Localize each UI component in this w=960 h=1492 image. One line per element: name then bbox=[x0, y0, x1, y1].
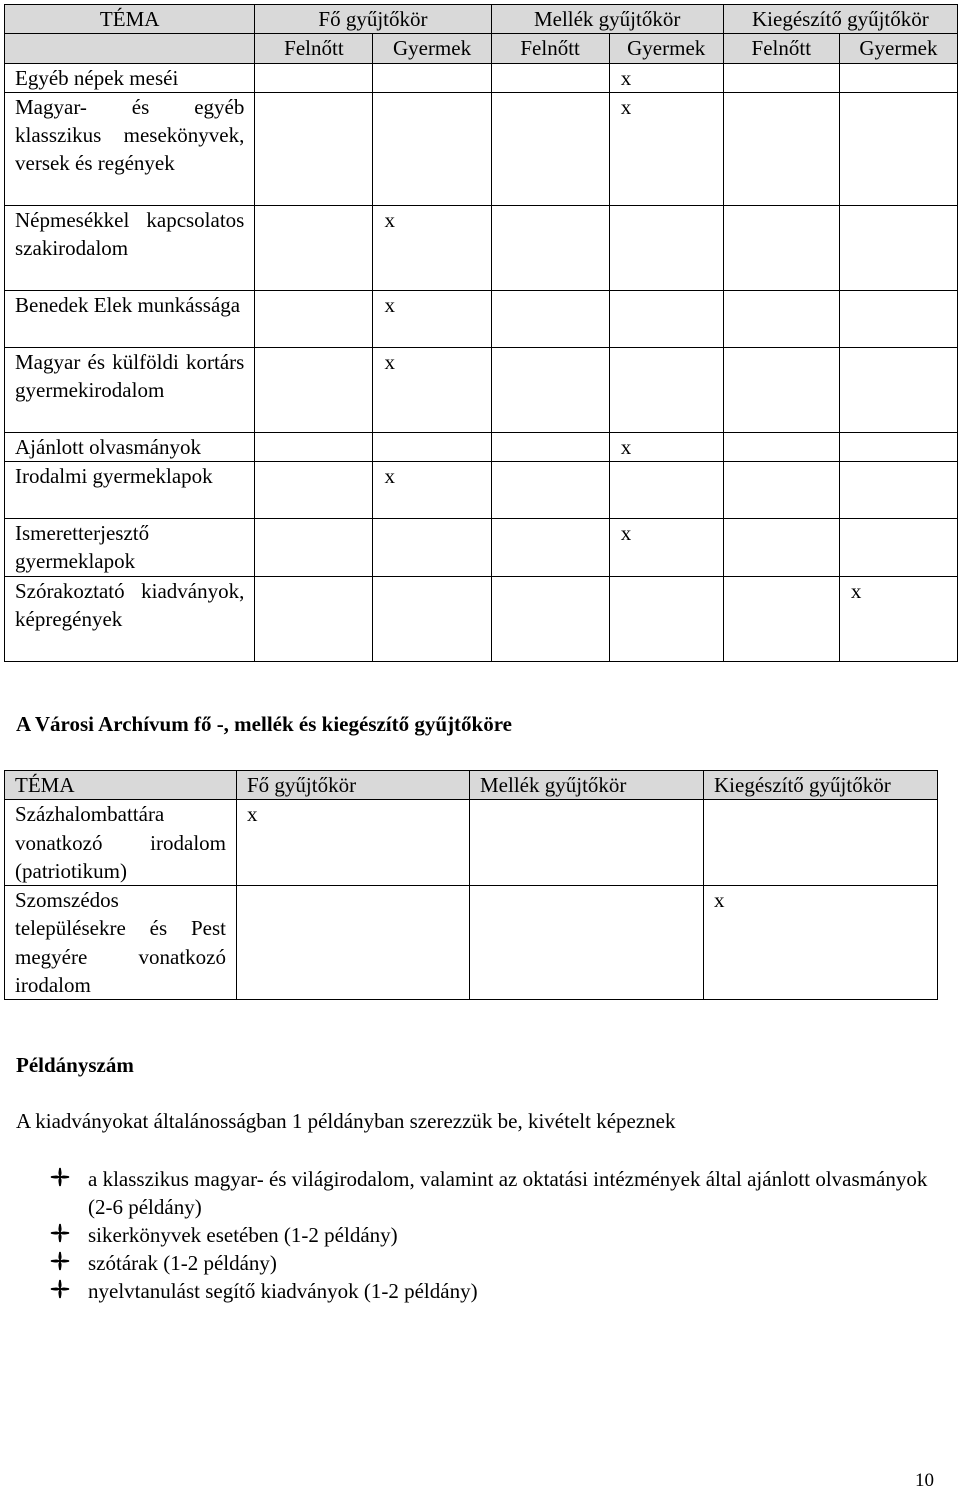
row-cell bbox=[255, 519, 373, 577]
row-cell bbox=[373, 92, 491, 205]
list-item bbox=[50, 1165, 930, 1221]
table-row bbox=[5, 800, 938, 886]
subheader-adult: Felnőtt bbox=[255, 34, 373, 63]
list-item-text: sikerkönyvek esetében (1-2 példány) bbox=[88, 1223, 398, 1247]
list-item bbox=[50, 1221, 930, 1249]
row-cell bbox=[723, 347, 839, 432]
row-cell bbox=[491, 92, 609, 205]
check-mark: x bbox=[384, 292, 395, 317]
row-cell bbox=[373, 290, 491, 347]
row-topic: Magyar és külföldi kortárs gyermekirodalom bbox=[5, 347, 255, 432]
row-cell bbox=[723, 432, 839, 461]
row-cell bbox=[609, 576, 723, 661]
check-mark: x bbox=[620, 521, 632, 546]
copies-paragraph: A kiadványokat általánosságban 1 példányban szerezzük be, kivételt képeznek bbox=[16, 1109, 676, 1133]
subheader-empty bbox=[5, 34, 255, 63]
row-cell bbox=[255, 462, 373, 519]
row-cell bbox=[255, 432, 373, 461]
row-cell bbox=[491, 205, 609, 290]
row-cell bbox=[839, 63, 957, 92]
archive-table bbox=[4, 770, 938, 1000]
table-row bbox=[5, 519, 958, 577]
row-cell bbox=[373, 63, 491, 92]
table-row bbox=[5, 886, 938, 1000]
row-cell bbox=[491, 290, 609, 347]
row-cell bbox=[609, 205, 723, 290]
row-cell bbox=[491, 347, 609, 432]
row-cell bbox=[723, 63, 839, 92]
row-cell bbox=[491, 432, 609, 461]
header-topic: TÉMA bbox=[5, 5, 255, 34]
row-cell bbox=[255, 290, 373, 347]
archive-heading: A Városi Archívum fő -, mellék és kiegészítő gyűjtőköre bbox=[16, 712, 512, 736]
row-cell bbox=[237, 886, 470, 1000]
copies-heading: Példányszám bbox=[16, 1053, 134, 1077]
row-cell bbox=[839, 462, 957, 519]
row-cell bbox=[373, 519, 491, 577]
row-topic: Irodalmi gyermeklapok bbox=[5, 462, 255, 519]
diamond-bullet-icon bbox=[50, 1167, 70, 1187]
row-cell bbox=[491, 576, 609, 661]
table-header-row bbox=[5, 771, 938, 800]
subheader-child: Gyermek bbox=[609, 34, 723, 63]
table-row bbox=[5, 432, 958, 461]
row-cell bbox=[609, 432, 723, 461]
check-mark: x bbox=[850, 578, 862, 603]
row-cell bbox=[723, 519, 839, 577]
row-cell bbox=[609, 63, 723, 92]
row-topic: Magyar- és egyéb klasszikus mesekönyvek, versek és regények bbox=[5, 92, 255, 205]
row-cell bbox=[255, 205, 373, 290]
row-cell bbox=[839, 519, 957, 577]
row-cell bbox=[255, 576, 373, 661]
check-mark: x bbox=[384, 464, 395, 489]
row-cell bbox=[373, 462, 491, 519]
row-topic: Szomszédos településekre és Pest megyére vonatkozó irodalom bbox=[5, 886, 237, 1000]
row-cell bbox=[373, 347, 491, 432]
table-subheader-row bbox=[5, 34, 958, 63]
collection-table bbox=[4, 4, 958, 662]
subheader-adult: Felnőtt bbox=[491, 34, 609, 63]
table-row bbox=[5, 576, 958, 661]
subheader-child: Gyermek bbox=[839, 34, 957, 63]
row-cell bbox=[470, 800, 704, 886]
row-cell bbox=[839, 347, 957, 432]
row-cell bbox=[839, 432, 957, 461]
row-cell bbox=[723, 462, 839, 519]
row-cell bbox=[609, 290, 723, 347]
row-topic: Szórakoztató kiadványok, képregények bbox=[5, 576, 255, 661]
row-cell bbox=[609, 92, 723, 205]
row-cell bbox=[373, 576, 491, 661]
row-topic: Ajánlott olvasmányok bbox=[5, 432, 255, 461]
table-row bbox=[5, 63, 958, 92]
row-cell bbox=[609, 519, 723, 577]
row-cell bbox=[255, 347, 373, 432]
row-cell bbox=[491, 462, 609, 519]
row-cell bbox=[470, 886, 704, 1000]
row-cell bbox=[373, 205, 491, 290]
row-topic: Százhalombattára vonatkozó irodalom (patriotikum) bbox=[5, 800, 237, 886]
page-number: 10 bbox=[915, 1470, 934, 1491]
row-cell bbox=[491, 63, 609, 92]
list-item bbox=[50, 1249, 930, 1277]
check-mark: x bbox=[620, 94, 632, 119]
row-cell bbox=[491, 519, 609, 577]
header-topic: TÉMA bbox=[5, 771, 237, 800]
row-cell bbox=[839, 576, 957, 661]
diamond-bullet-icon bbox=[50, 1279, 70, 1299]
header-supplementary-collection: Kiegészítő gyűjtőkör bbox=[704, 771, 938, 800]
list-item-text: a klasszikus magyar- és világirodalom, valamint az oktatási intézmények által ajánlott olvasmányok (2-6 példány) bbox=[88, 1167, 928, 1219]
row-cell bbox=[723, 290, 839, 347]
row-cell bbox=[723, 576, 839, 661]
row-cell bbox=[704, 886, 938, 1000]
subheader-child: Gyermek bbox=[373, 34, 491, 63]
header-main-collection: Fő gyűjtőkör bbox=[237, 771, 470, 800]
row-cell bbox=[839, 205, 957, 290]
subheader-adult: Felnőtt bbox=[723, 34, 839, 63]
row-topic: Benedek Elek munkássága bbox=[5, 290, 255, 347]
row-cell bbox=[839, 290, 957, 347]
table-row bbox=[5, 205, 958, 290]
check-mark: x bbox=[384, 349, 395, 374]
header-supplementary-collection: Kiegészítő gyűjtőkör bbox=[723, 5, 957, 34]
copies-bullet-list bbox=[50, 1165, 930, 1305]
table-row bbox=[5, 462, 958, 519]
table-row bbox=[5, 92, 958, 205]
row-topic: Ismeretterjesztő gyermeklapok bbox=[5, 519, 255, 577]
table-row bbox=[5, 347, 958, 432]
row-cell bbox=[373, 432, 491, 461]
row-cell bbox=[723, 205, 839, 290]
row-topic: Népmesékkel kapcsolatos szakirodalom bbox=[5, 205, 255, 290]
row-cell bbox=[704, 800, 938, 886]
row-cell bbox=[255, 63, 373, 92]
header-secondary-collection: Mellék gyűjtőkör bbox=[491, 5, 723, 34]
list-item bbox=[50, 1277, 930, 1305]
check-mark: x bbox=[620, 434, 632, 459]
check-mark: x bbox=[714, 888, 725, 913]
table-row bbox=[5, 290, 958, 347]
row-cell bbox=[609, 462, 723, 519]
row-cell bbox=[255, 92, 373, 205]
list-item-text: nyelvtanulást segítő kiadványok (1-2 példány) bbox=[88, 1279, 478, 1303]
row-cell bbox=[839, 92, 957, 205]
table-header-row bbox=[5, 5, 958, 34]
header-secondary-collection: Mellék gyűjtőkör bbox=[470, 771, 704, 800]
check-mark: x bbox=[620, 65, 632, 90]
diamond-bullet-icon bbox=[50, 1223, 70, 1243]
row-cell bbox=[723, 92, 839, 205]
row-cell bbox=[609, 347, 723, 432]
diamond-bullet-icon bbox=[50, 1251, 70, 1271]
check-mark: x bbox=[247, 802, 258, 827]
check-mark: x bbox=[384, 207, 395, 232]
row-cell bbox=[237, 800, 470, 886]
row-topic: Egyéb népek meséi bbox=[5, 63, 255, 92]
list-item-text: szótárak (1-2 példány) bbox=[88, 1251, 277, 1275]
header-main-collection: Fő gyűjtőkör bbox=[255, 5, 491, 34]
